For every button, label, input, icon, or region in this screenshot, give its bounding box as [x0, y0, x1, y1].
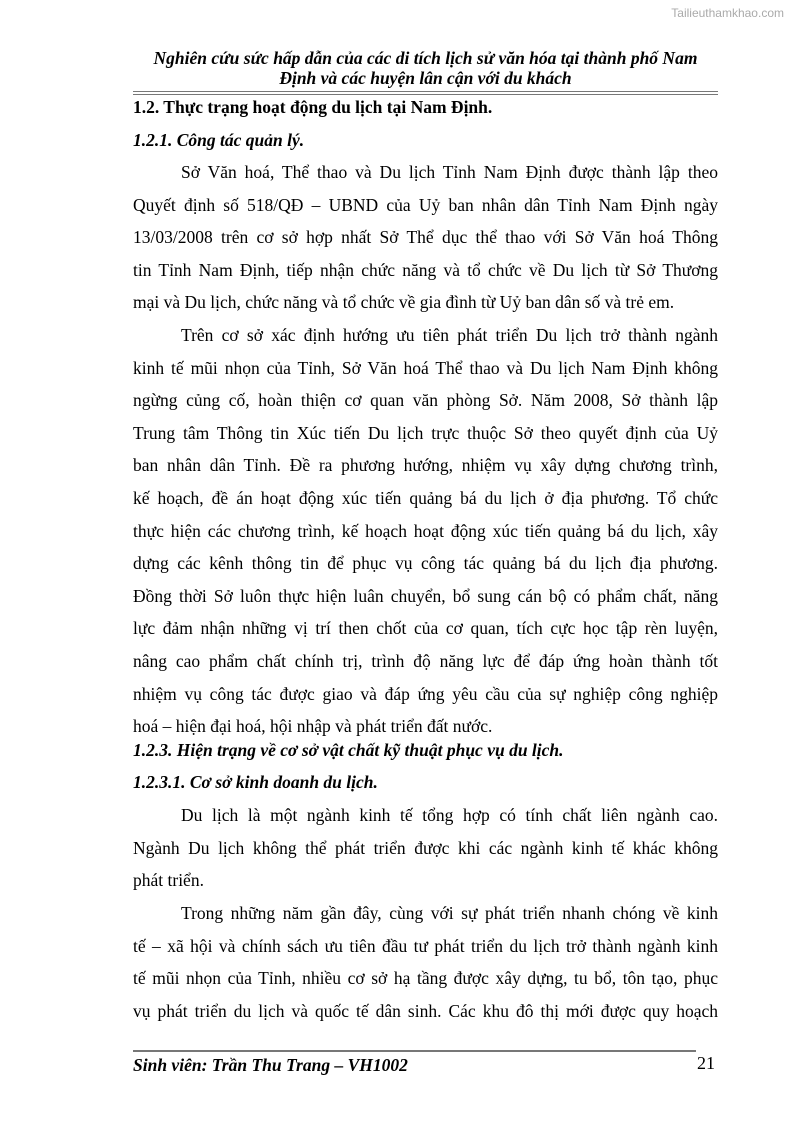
text-line: vụ phát triển du lịch và quốc tế dân sinh. Các khu đô thị mới được quy hoạch — [133, 1000, 718, 1021]
text-line: nâng cao phẩm chất chính trị, trình độ năng lực để đáp ứng hoàn thành tốt — [133, 651, 718, 671]
text-line: tế mũi nhọn của Tỉnh, nhiều cơ sở hạ tầng được xây dựng, tu bổ, tôn tạo, phục — [133, 968, 718, 989]
text-line: Trên cơ sở xác định hướng ưu tiên phát triển Du lịch trở thành ngành — [181, 325, 718, 345]
text-line: Quyết định số 518/QĐ – UBND của Uỷ ban nhân dân Tỉnh Nam Định ngày — [133, 194, 718, 215]
text-line: kinh tế mũi nhọn của Tỉnh, Sở Văn hoá Thể thao và Du lịch Nam Định không — [133, 357, 718, 378]
running-header — [133, 48, 718, 88]
text-line: kế hoạch, đề án hoạt động xúc tiến quảng bá du lịch ở địa phương. Tổ chức — [133, 488, 718, 508]
text-line: Trong những năm gần đây, cùng với sự phát triển nhanh chóng về kinh — [181, 903, 718, 923]
section-heading: 1.2. Thực trạng hoạt động du lịch tại Nam Định. — [133, 97, 493, 117]
subsubsection-heading: 1.2.3.1. Cơ sở kinh doanh du lịch. — [133, 772, 378, 792]
text-line: Trung tâm Thông tin Xúc tiến Du lịch trực thuộc Sở theo quyết định của Uỷ — [133, 422, 718, 443]
text-line: dựng các kênh thông tin để phục vụ công tác quảng bá du lịch địa phương. — [133, 553, 718, 574]
footer-author: Sinh viên: Trần Thu Trang – VH1002 — [133, 1055, 408, 1075]
header-line: Định và các huyện lân cận với du khách — [279, 68, 572, 88]
text-line: Sở Văn hoá, Thể thao và Du lịch Tỉnh Nam Định được thành lập theo — [181, 162, 718, 182]
text-line: 13/03/2008 trên cơ sở hợp nhất Sở Thể dục thể thao với Sở Văn hoá Thông — [133, 227, 718, 248]
text-line: tế – xã hội và chính sách ưu tiên đầu tư phát triển du lịch trở thành ngành kinh — [133, 935, 718, 956]
subsection-heading: 1.2.1. Công tác quản lý. — [133, 130, 305, 150]
text-line: hoá – hiện đại hoá, hội nhập và phát triển đất nước. — [133, 716, 493, 737]
text-line: Du lịch là một ngành kinh tế tổng hợp có tính chất liên ngành cao. — [181, 805, 718, 825]
header-line: Nghiên cứu sức hấp dẫn của các di tích lịch sử văn hóa tại thành phố Nam — [153, 48, 698, 68]
page-number: 21 — [697, 1053, 715, 1073]
text-line: thực hiện các chương trình, kế hoạch hoạt động xúc tiến quảng bá du lịch, xây — [133, 520, 718, 541]
header-divider — [133, 91, 718, 95]
text-line: mại và Du lịch, chức năng và tổ chức về gia đình từ Uỷ ban dân số và trẻ em. — [133, 292, 675, 313]
text-line: phát triển. — [133, 870, 204, 891]
watermark: Tailieuthamkhao.com — [671, 6, 784, 20]
text-line: ngừng củng cố, hoàn thiện cơ quan văn phòng Sở. Năm 2008, Sở thành lập — [133, 390, 718, 411]
text-line: nhiệm vụ công tác được giao và đáp ứng yêu cầu của sự nghiệp công nghiệp — [133, 683, 718, 704]
text-line: lực đảm nhận những vị trí then chốt của cơ quan, tích cực học tập rèn luyện, — [133, 618, 718, 639]
footer-divider — [133, 1050, 696, 1052]
text-line: Đồng thời Sở luôn thực hiện luân chuyển, bổ sung cán bộ có phẩm chất, năng — [133, 585, 718, 606]
text-line: ban nhân dân Tỉnh. Đề ra phương hướng, nhiệm vụ xây dựng chương trình, — [133, 455, 718, 476]
text-line: Ngành Du lịch không thể phát triển được khi các ngành kinh tế khác không — [133, 837, 718, 858]
subsection-heading: 1.2.3. Hiện trạng về cơ sở vật chất kỹ thuật phục vụ du lịch. — [133, 740, 564, 760]
text-line: tin Tỉnh Nam Định, tiếp nhận chức năng và tổ chức về Du lịch từ Sở Thương — [133, 259, 718, 280]
